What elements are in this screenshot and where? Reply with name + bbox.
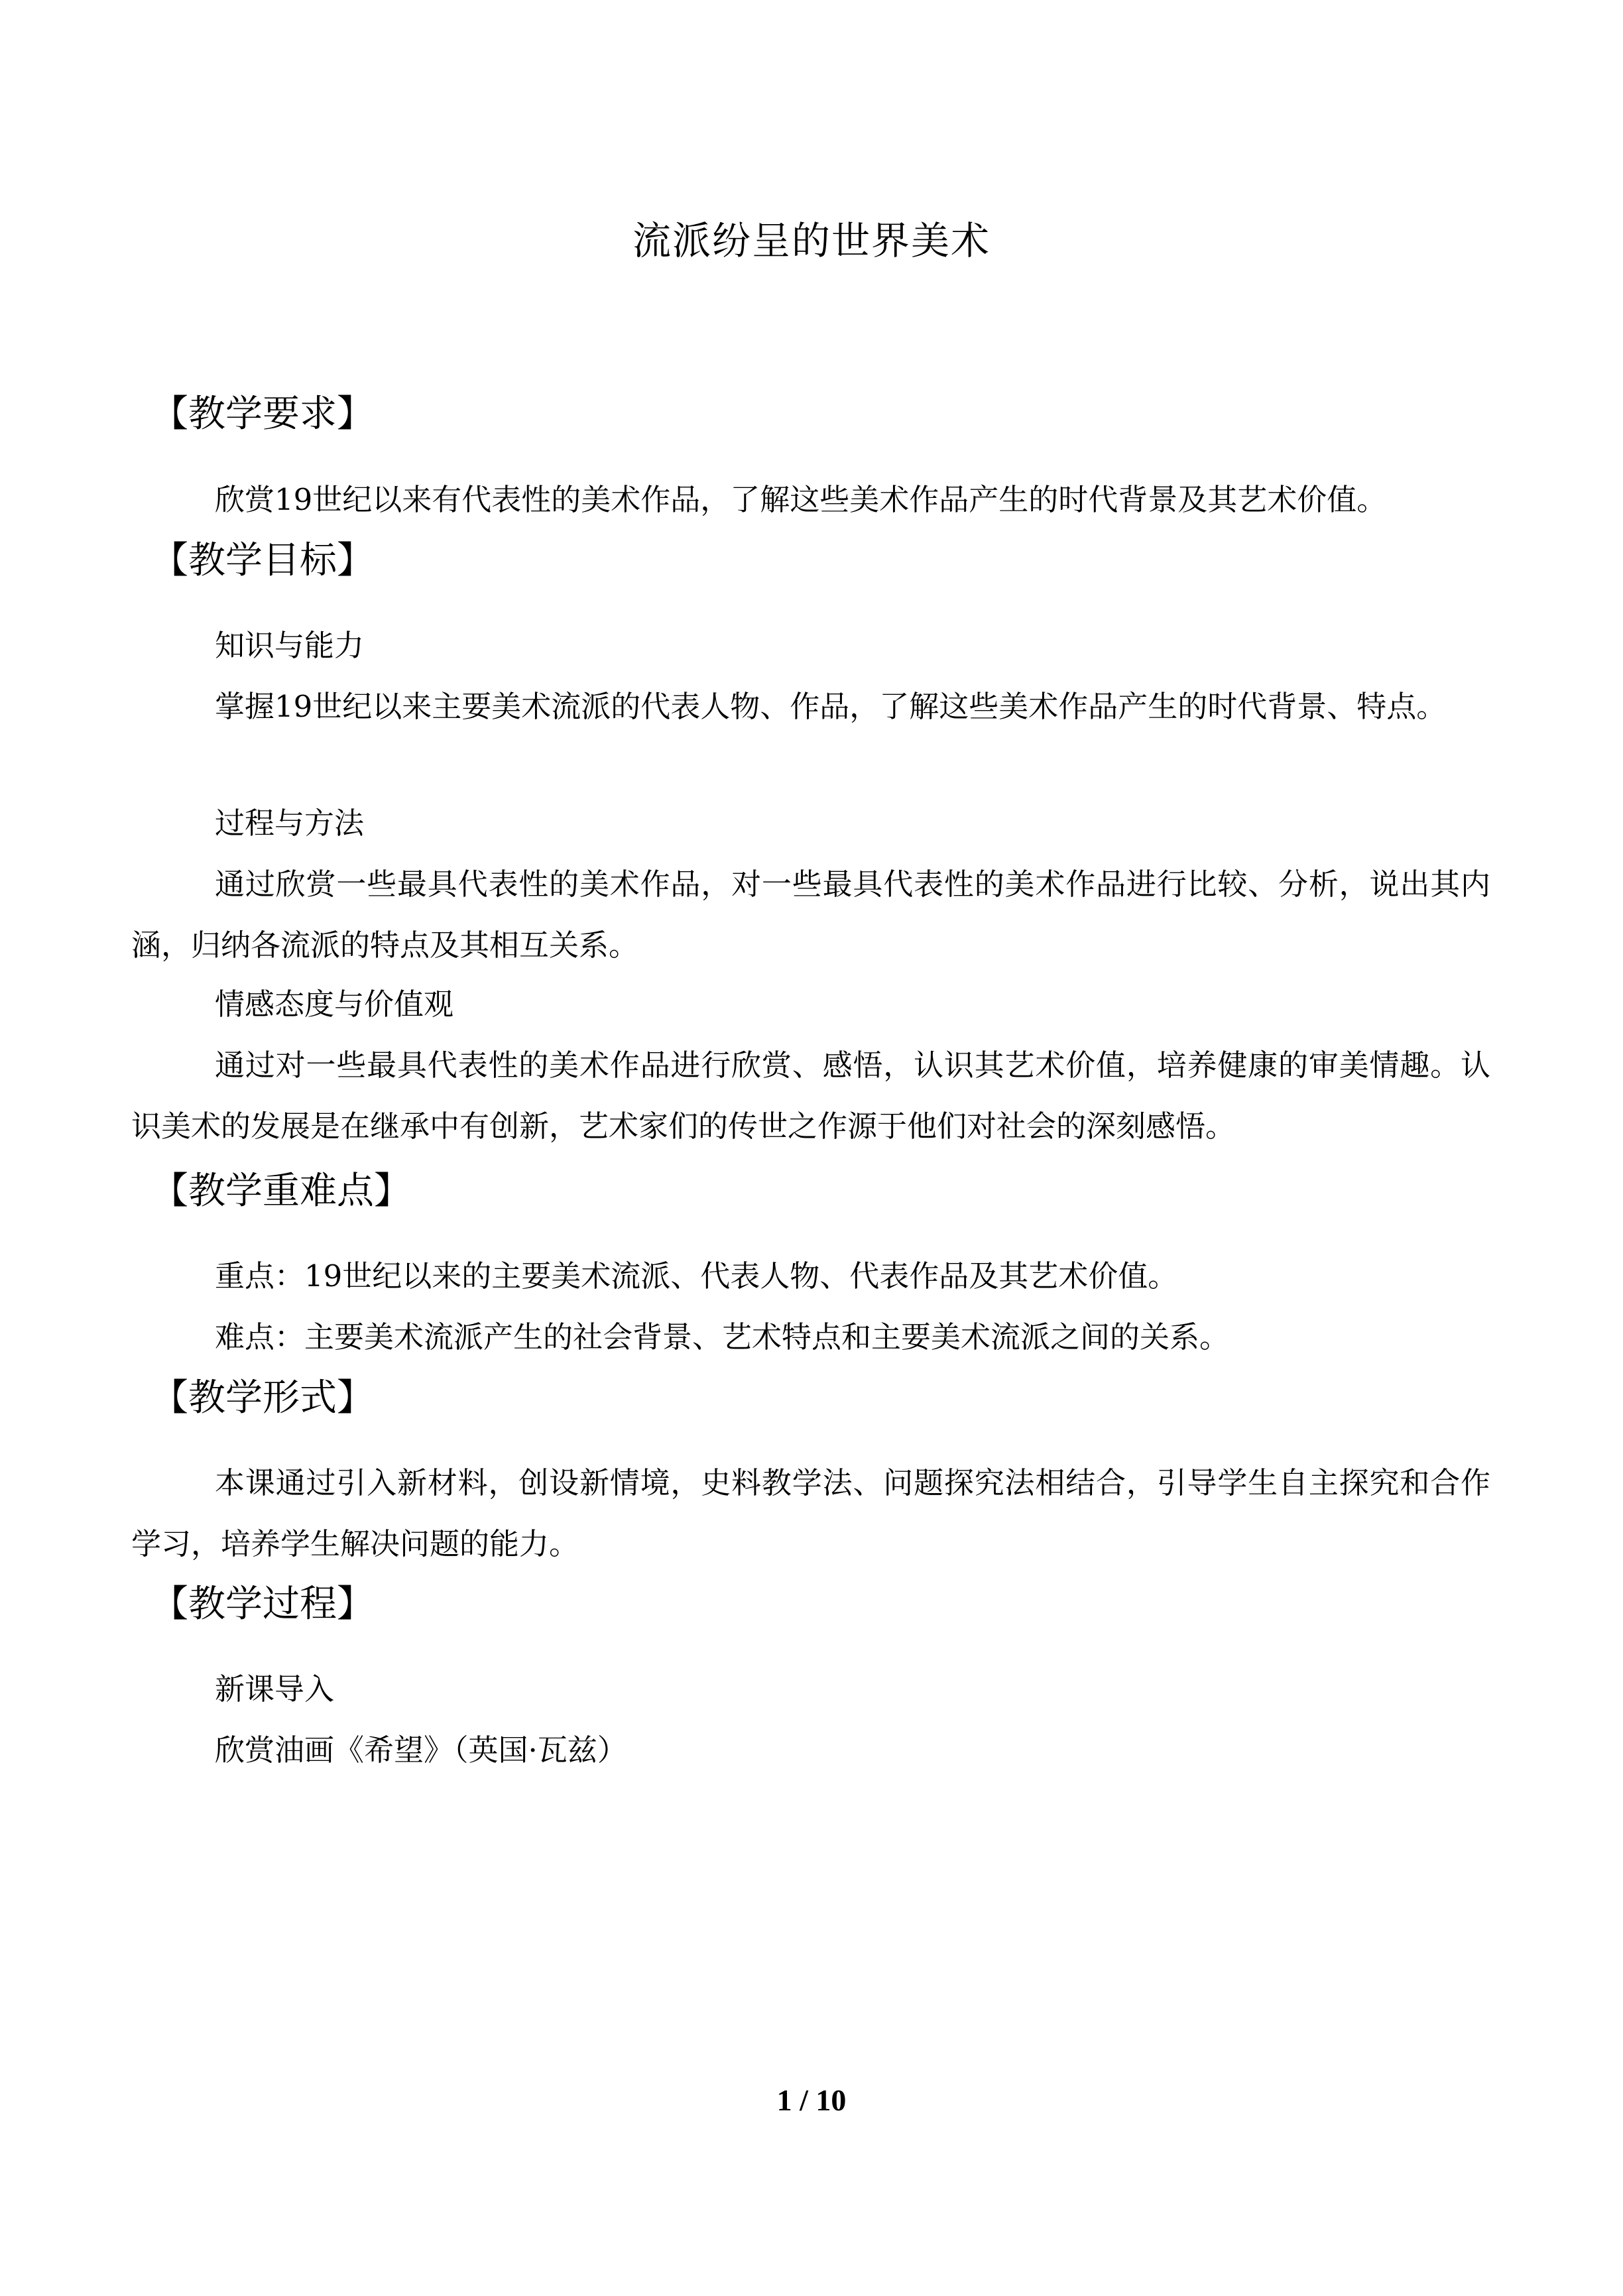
heading-objectives: 【教学目标】	[151, 539, 374, 582]
objective-knowledge-label: 知识与能力	[215, 628, 365, 663]
objective-emotion-label: 情感态度与价值观	[215, 987, 454, 1022]
heading-key-points: 【教学重难点】	[151, 1170, 411, 1213]
objective-emotion-text: 通过对一些最具代表性的美术作品进行欣赏、感悟，认识其艺术价值，培养健康的审美情趣。认识美术的发展是在继承中有创新，艺术家们的传世之作源于他们对社会的深刻感悟。	[131, 1048, 1490, 1144]
heading-requirements: 【教学要求】	[151, 393, 374, 436]
heading-process: 【教学过程】	[151, 1583, 374, 1626]
requirements-text: 欣赏19世纪以来有代表性的美术作品，了解这些美术作品产生的时代背景及其艺术价值。	[215, 482, 1387, 517]
page-number: 1 / 10	[776, 2083, 847, 2117]
process-intro-text: 欣赏油画《希望》（英国·瓦兹）	[215, 1732, 627, 1768]
document-title: 流派纷呈的世界美术	[632, 218, 991, 263]
key-points-focus: 重点：19世纪以来的主要美术流派、代表人物、代表作品及其艺术价值。	[215, 1258, 1178, 1294]
heading-format: 【教学形式】	[151, 1376, 374, 1420]
objective-knowledge-text: 掌握19世纪以来主要美术流派的代表人物、作品，了解这些美术作品产生的时代背景、特点。	[215, 689, 1447, 724]
format-text: 本课通过引入新材料，创设新情境，史料教学法、问题探究法相结合，引导学生自主探究和合作学习，培养学生解决问题的能力。	[131, 1465, 1490, 1561]
key-points-difficulty: 难点：主要美术流派产生的社会背景、艺术特点和主要美术流派之间的关系。	[215, 1319, 1230, 1355]
objective-process-text: 通过欣赏一些最具代表性的美术作品，对一些最具代表性的美术作品进行比较、分析，说出其内涵，归纳各流派的特点及其相互关系。	[131, 867, 1490, 963]
process-intro-label: 新课导入	[215, 1671, 335, 1707]
objective-process-label: 过程与方法	[215, 806, 365, 841]
